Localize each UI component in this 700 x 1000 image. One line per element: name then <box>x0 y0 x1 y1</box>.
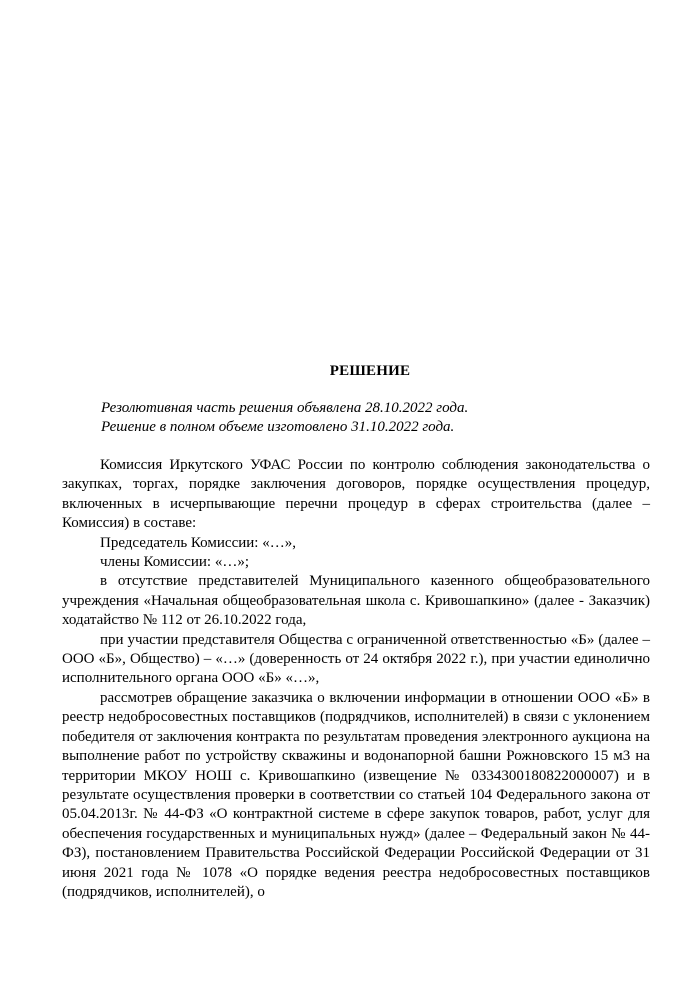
participation-paragraph: при участии представителя Общества с ограниченной ответственностью «Б» (далее – ООО «Б», Общество) – «…» (доверенность от 24 октября 2022 г.), при участии единолично исполнительного органа ООО «Б» «…», <box>62 631 650 687</box>
absence-paragraph: в отсутствие представителей Муниципального казенного общеобразовательного учреждения «Начальная общеобразовательная школа с. Кривошапкино» (далее - Заказчик) ходатайство № 112 от 26.10.2022 года, <box>62 573 650 629</box>
consideration-paragraph: рассмотрев обращение заказчика о включении информации в отношении ООО «Б» в реестр недобросовестных поставщиков (подрядчиков, исполнителей) в связи с уклонением победителя от заключения контракта по результатам проведения электронного аукциона на выполнение работ по устройству скважины и водонапорной башни Рожновского 15 м3 на территории МКОУ НОШ с. Кривошапкино (извещение № 0334300180822000007) и в результате осуществления проверки в соответствии со статьей 104 Федерального закона от 05.04.2013г. № 44-ФЗ «О контрактной системе в сфере закупок товаров, работ, услуг для обеспечения государственных и муниципальных нужд» (далее – Федеральный закон № 44-ФЗ), постановлением Правительства Российской Федерации Российской Федерации от 31 июня 2021 года № 1078 «О порядке ведения реестра недобросовестных поставщиков (подрядчиков, исполнителей), о <box>62 689 650 900</box>
commission-paragraph: Комиссия Иркутского УФАС России по контролю соблюдения законодательства о закупках, торгах, порядке заключения договоров, порядке осуществления процедур, включенных в исчерпывающие перечни процедур в сферах строительства (далее – Комиссия) в составе: <box>62 457 650 532</box>
members-paragraph: члены Комиссии: «…»; <box>100 554 249 571</box>
document-title: РЕШЕНИЕ <box>329 363 411 379</box>
chairman-paragraph: Председатель Комиссии: «…», <box>100 534 296 551</box>
document-body <box>62 456 650 902</box>
decision-dates <box>101 399 661 437</box>
resolution-announced-line: Резолютивная часть решения объявлена 28.10.2022 года. <box>101 400 469 416</box>
decision-made-line: Решение в полном объеме изготовлено 31.10.2022 года. <box>101 419 455 435</box>
